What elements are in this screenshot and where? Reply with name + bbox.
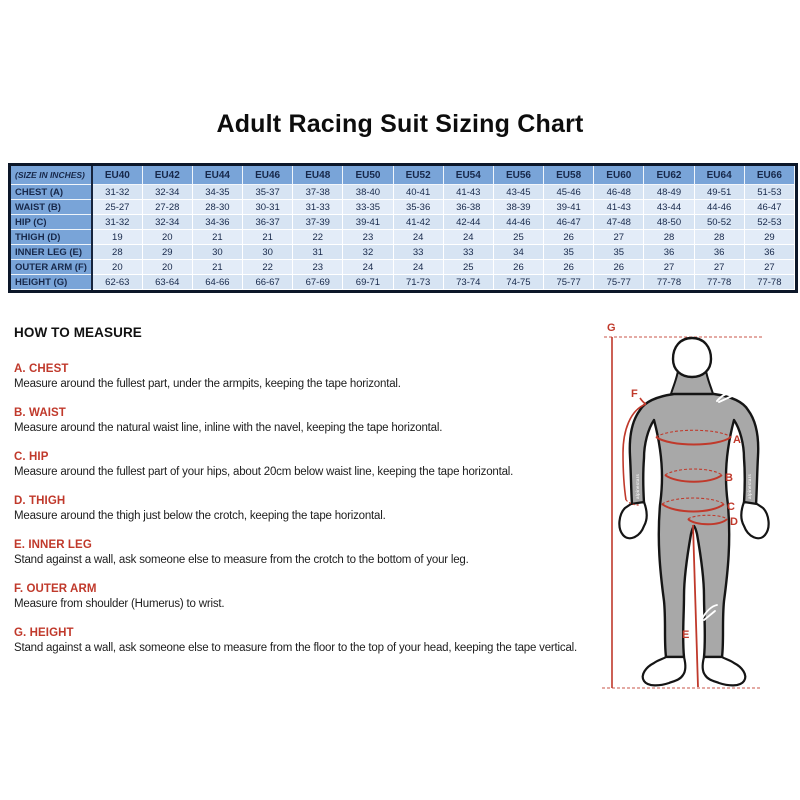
size-value-cell: 52-53 bbox=[744, 215, 794, 230]
body-measurement-figure bbox=[598, 315, 794, 700]
size-value-cell: 67-69 bbox=[293, 275, 343, 290]
size-value-cell: 37-38 bbox=[293, 185, 343, 200]
size-value-cell: 25 bbox=[493, 230, 543, 245]
size-column-header: EU48 bbox=[293, 166, 343, 185]
size-value-cell: 34 bbox=[493, 245, 543, 260]
measure-section-description: Measure around the fullest part of your hips, about 20cm below waist line, keeping the tape horizontal. bbox=[14, 466, 514, 478]
size-value-cell: 64-66 bbox=[192, 275, 242, 290]
size-value-cell: 66-67 bbox=[243, 275, 293, 290]
size-value-cell: 46-47 bbox=[744, 200, 794, 215]
size-value-cell: 31 bbox=[293, 245, 343, 260]
row-label: HIP (C) bbox=[11, 215, 92, 230]
size-value-cell: 29 bbox=[142, 245, 192, 260]
size-value-cell: 21 bbox=[192, 230, 242, 245]
size-column-header: EU42 bbox=[142, 166, 192, 185]
size-column-header: EU54 bbox=[443, 166, 493, 185]
size-value-cell: 26 bbox=[544, 230, 594, 245]
size-column-header: EU50 bbox=[343, 166, 393, 185]
size-value-cell: 33 bbox=[393, 245, 443, 260]
size-value-cell: 33 bbox=[443, 245, 493, 260]
size-value-cell: 21 bbox=[192, 260, 242, 275]
size-value-cell: 28 bbox=[92, 245, 142, 260]
size-column-header: EU58 bbox=[544, 166, 594, 185]
measure-section-description: Measure around the fullest part, under the armpits, keeping the tape horizontal. bbox=[14, 378, 401, 390]
size-value-cell: 28-30 bbox=[192, 200, 242, 215]
row-label: INNER LEG (E) bbox=[11, 245, 92, 260]
size-value-cell: 27 bbox=[644, 260, 694, 275]
size-value-cell: 39-41 bbox=[343, 215, 393, 230]
size-value-cell: 24 bbox=[393, 230, 443, 245]
size-value-cell: 48-50 bbox=[644, 215, 694, 230]
size-value-cell: 35-37 bbox=[243, 185, 293, 200]
size-value-cell: 28 bbox=[644, 230, 694, 245]
size-value-cell: 63-64 bbox=[142, 275, 192, 290]
measure-section bbox=[14, 495, 602, 523]
measure-section-description: Measure around the thigh just below the crotch, keeping the tape horizontal. bbox=[14, 510, 386, 522]
size-value-cell: 43-45 bbox=[493, 185, 543, 200]
size-value-cell: 32-34 bbox=[142, 215, 192, 230]
size-value-cell: 35 bbox=[544, 245, 594, 260]
size-value-cell: 24 bbox=[393, 260, 443, 275]
table-row bbox=[11, 260, 795, 275]
size-value-cell: 24 bbox=[443, 230, 493, 245]
size-value-cell: 22 bbox=[293, 230, 343, 245]
size-value-cell: 34-35 bbox=[192, 185, 242, 200]
size-value-cell: 28 bbox=[694, 230, 744, 245]
size-value-cell: 20 bbox=[92, 260, 142, 275]
size-value-cell: 36-37 bbox=[243, 215, 293, 230]
size-value-cell: 35 bbox=[594, 245, 644, 260]
measure-section-heading: E. INNER LEG bbox=[14, 539, 92, 551]
size-value-cell: 71-73 bbox=[393, 275, 443, 290]
size-value-cell: 77-78 bbox=[644, 275, 694, 290]
size-value-cell: 23 bbox=[293, 260, 343, 275]
size-value-cell: 42-44 bbox=[443, 215, 493, 230]
size-value-cell: 27 bbox=[744, 260, 794, 275]
table-row bbox=[11, 200, 795, 215]
size-value-cell: 29 bbox=[744, 230, 794, 245]
measure-section bbox=[14, 451, 602, 479]
size-column-header: EU60 bbox=[594, 166, 644, 185]
row-label: HEIGHT (G) bbox=[11, 275, 92, 290]
size-value-cell: 49-51 bbox=[694, 185, 744, 200]
size-column-header: EU46 bbox=[243, 166, 293, 185]
right-boot bbox=[703, 657, 746, 685]
measure-section bbox=[14, 627, 602, 655]
left-glove bbox=[619, 502, 646, 538]
size-value-cell: 34-36 bbox=[192, 215, 242, 230]
outer-arm-measure-hook bbox=[640, 398, 646, 404]
size-value-cell: 46-48 bbox=[594, 185, 644, 200]
measure-section-heading: C. HIP bbox=[14, 451, 49, 463]
size-value-cell: 44-46 bbox=[694, 200, 744, 215]
hip-label-c: C bbox=[727, 501, 735, 513]
size-value-cell: 40-41 bbox=[393, 185, 443, 200]
size-value-cell: 48-49 bbox=[644, 185, 694, 200]
size-value-cell: 21 bbox=[243, 230, 293, 245]
size-value-cell: 31-33 bbox=[293, 200, 343, 215]
size-value-cell: 27 bbox=[594, 230, 644, 245]
size-value-cell: 27 bbox=[694, 260, 744, 275]
measure-section-heading: F. OUTER ARM bbox=[14, 583, 97, 595]
size-value-cell: 44-46 bbox=[493, 215, 543, 230]
size-value-cell: 35-36 bbox=[393, 200, 443, 215]
page-title: Adult Racing Suit Sizing Chart bbox=[216, 110, 584, 138]
outer-arm-label-f: F bbox=[631, 388, 638, 400]
table-row bbox=[11, 230, 795, 245]
size-value-cell: 22 bbox=[243, 260, 293, 275]
size-value-cell: 36-38 bbox=[443, 200, 493, 215]
size-value-cell: 39-41 bbox=[544, 200, 594, 215]
size-chart-table-wrap bbox=[8, 163, 798, 293]
row-label: CHEST (A) bbox=[11, 185, 92, 200]
size-value-cell: 43-44 bbox=[644, 200, 694, 215]
size-value-cell: 74-75 bbox=[493, 275, 543, 290]
size-value-cell: 26 bbox=[493, 260, 543, 275]
size-column-header: EU62 bbox=[644, 166, 694, 185]
size-value-cell: 27-28 bbox=[142, 200, 192, 215]
size-value-cell: 41-43 bbox=[594, 200, 644, 215]
size-table bbox=[11, 166, 795, 290]
size-value-cell: 77-78 bbox=[744, 275, 794, 290]
row-label: OUTER ARM (F) bbox=[11, 260, 92, 275]
size-value-cell: 36 bbox=[744, 245, 794, 260]
size-value-cell: 30 bbox=[192, 245, 242, 260]
head bbox=[673, 338, 711, 377]
size-value-cell: 30-31 bbox=[243, 200, 293, 215]
size-value-cell: 20 bbox=[142, 230, 192, 245]
size-value-cell: 31-32 bbox=[92, 215, 142, 230]
measure-section-description: Stand against a wall, ask someone else to measure from the floor to the top of your head, keeping the tape vertical. bbox=[14, 642, 578, 654]
how-to-measure-sections bbox=[14, 363, 602, 655]
size-value-cell: 46-47 bbox=[544, 215, 594, 230]
size-column-header: EU40 bbox=[92, 166, 142, 185]
size-value-cell: 32-34 bbox=[142, 185, 192, 200]
size-value-cell: 51-53 bbox=[744, 185, 794, 200]
measure-section bbox=[14, 583, 602, 611]
size-value-cell: 23 bbox=[343, 230, 393, 245]
table-row bbox=[11, 185, 795, 200]
size-value-cell: 47-48 bbox=[594, 215, 644, 230]
chest-label-a: A bbox=[733, 434, 741, 446]
size-value-cell: 41-42 bbox=[393, 215, 443, 230]
table-row bbox=[11, 245, 795, 260]
size-value-cell: 36 bbox=[644, 245, 694, 260]
size-table-header-row bbox=[11, 166, 795, 185]
inner-leg-measure-line bbox=[693, 525, 698, 687]
height-label-g: G bbox=[607, 322, 616, 334]
size-value-cell: 33-35 bbox=[343, 200, 393, 215]
how-to-measure-block bbox=[14, 325, 602, 671]
size-value-cell: 38-40 bbox=[343, 185, 393, 200]
left-boot bbox=[643, 657, 686, 685]
table-row bbox=[11, 215, 795, 230]
measure-section-heading: G. HEIGHT bbox=[14, 627, 74, 639]
size-value-cell: 45-46 bbox=[544, 185, 594, 200]
size-value-cell: 41-43 bbox=[443, 185, 493, 200]
size-value-cell: 36 bbox=[694, 245, 744, 260]
size-value-cell: 32 bbox=[343, 245, 393, 260]
size-value-cell: 69-71 bbox=[343, 275, 393, 290]
right-glove bbox=[741, 502, 768, 538]
size-value-cell: 38-39 bbox=[493, 200, 543, 215]
size-value-cell: 25 bbox=[443, 260, 493, 275]
size-value-cell: 37-39 bbox=[293, 215, 343, 230]
size-value-cell: 31-32 bbox=[92, 185, 142, 200]
size-value-cell: 62-63 bbox=[92, 275, 142, 290]
size-value-cell: 75-77 bbox=[594, 275, 644, 290]
size-table-body bbox=[11, 185, 795, 290]
size-value-cell: 50-52 bbox=[694, 215, 744, 230]
size-column-header: EU64 bbox=[694, 166, 744, 185]
measure-section-description: Measure from shoulder (Humerus) to wrist. bbox=[14, 598, 225, 610]
row-label: THIGH (D) bbox=[11, 230, 92, 245]
size-column-header: EU66 bbox=[744, 166, 794, 185]
right-forearm-logo-text: alpinestars bbox=[747, 473, 752, 499]
size-value-cell: 26 bbox=[594, 260, 644, 275]
measure-section-description: Stand against a wall, ask someone else to measure from the crotch to the bottom of your leg. bbox=[14, 554, 469, 566]
size-column-header: EU56 bbox=[493, 166, 543, 185]
size-value-cell: 30 bbox=[243, 245, 293, 260]
size-value-cell: 77-78 bbox=[694, 275, 744, 290]
size-value-cell: 73-74 bbox=[443, 275, 493, 290]
size-column-header: EU52 bbox=[393, 166, 443, 185]
measure-section bbox=[14, 407, 602, 435]
size-value-cell: 24 bbox=[343, 260, 393, 275]
measure-section bbox=[14, 363, 602, 391]
waist-label-b: B bbox=[725, 472, 733, 484]
measure-section-heading: B. WAIST bbox=[14, 407, 66, 419]
size-value-cell: 25-27 bbox=[92, 200, 142, 215]
size-value-cell: 20 bbox=[142, 260, 192, 275]
measure-section-heading: A. CHEST bbox=[14, 363, 69, 375]
size-table-corner-label: (SIZE IN INCHES) bbox=[11, 166, 92, 185]
how-to-measure-title: HOW TO MEASURE bbox=[14, 325, 142, 340]
measure-section-heading: D. THIGH bbox=[14, 495, 66, 507]
left-forearm-logo-text: alpinestars bbox=[635, 473, 640, 499]
row-label: WAIST (B) bbox=[11, 200, 92, 215]
measure-section-description: Measure around the natural waist line, inline with the navel, keeping the tape horizontal. bbox=[14, 422, 443, 434]
inner-leg-label-e: E bbox=[682, 629, 690, 641]
size-value-cell: 75-77 bbox=[544, 275, 594, 290]
size-column-header: EU44 bbox=[192, 166, 242, 185]
size-value-cell: 19 bbox=[92, 230, 142, 245]
size-value-cell: 26 bbox=[544, 260, 594, 275]
thigh-label-d: D bbox=[730, 516, 738, 528]
table-row bbox=[11, 275, 795, 290]
measure-section bbox=[14, 539, 602, 567]
